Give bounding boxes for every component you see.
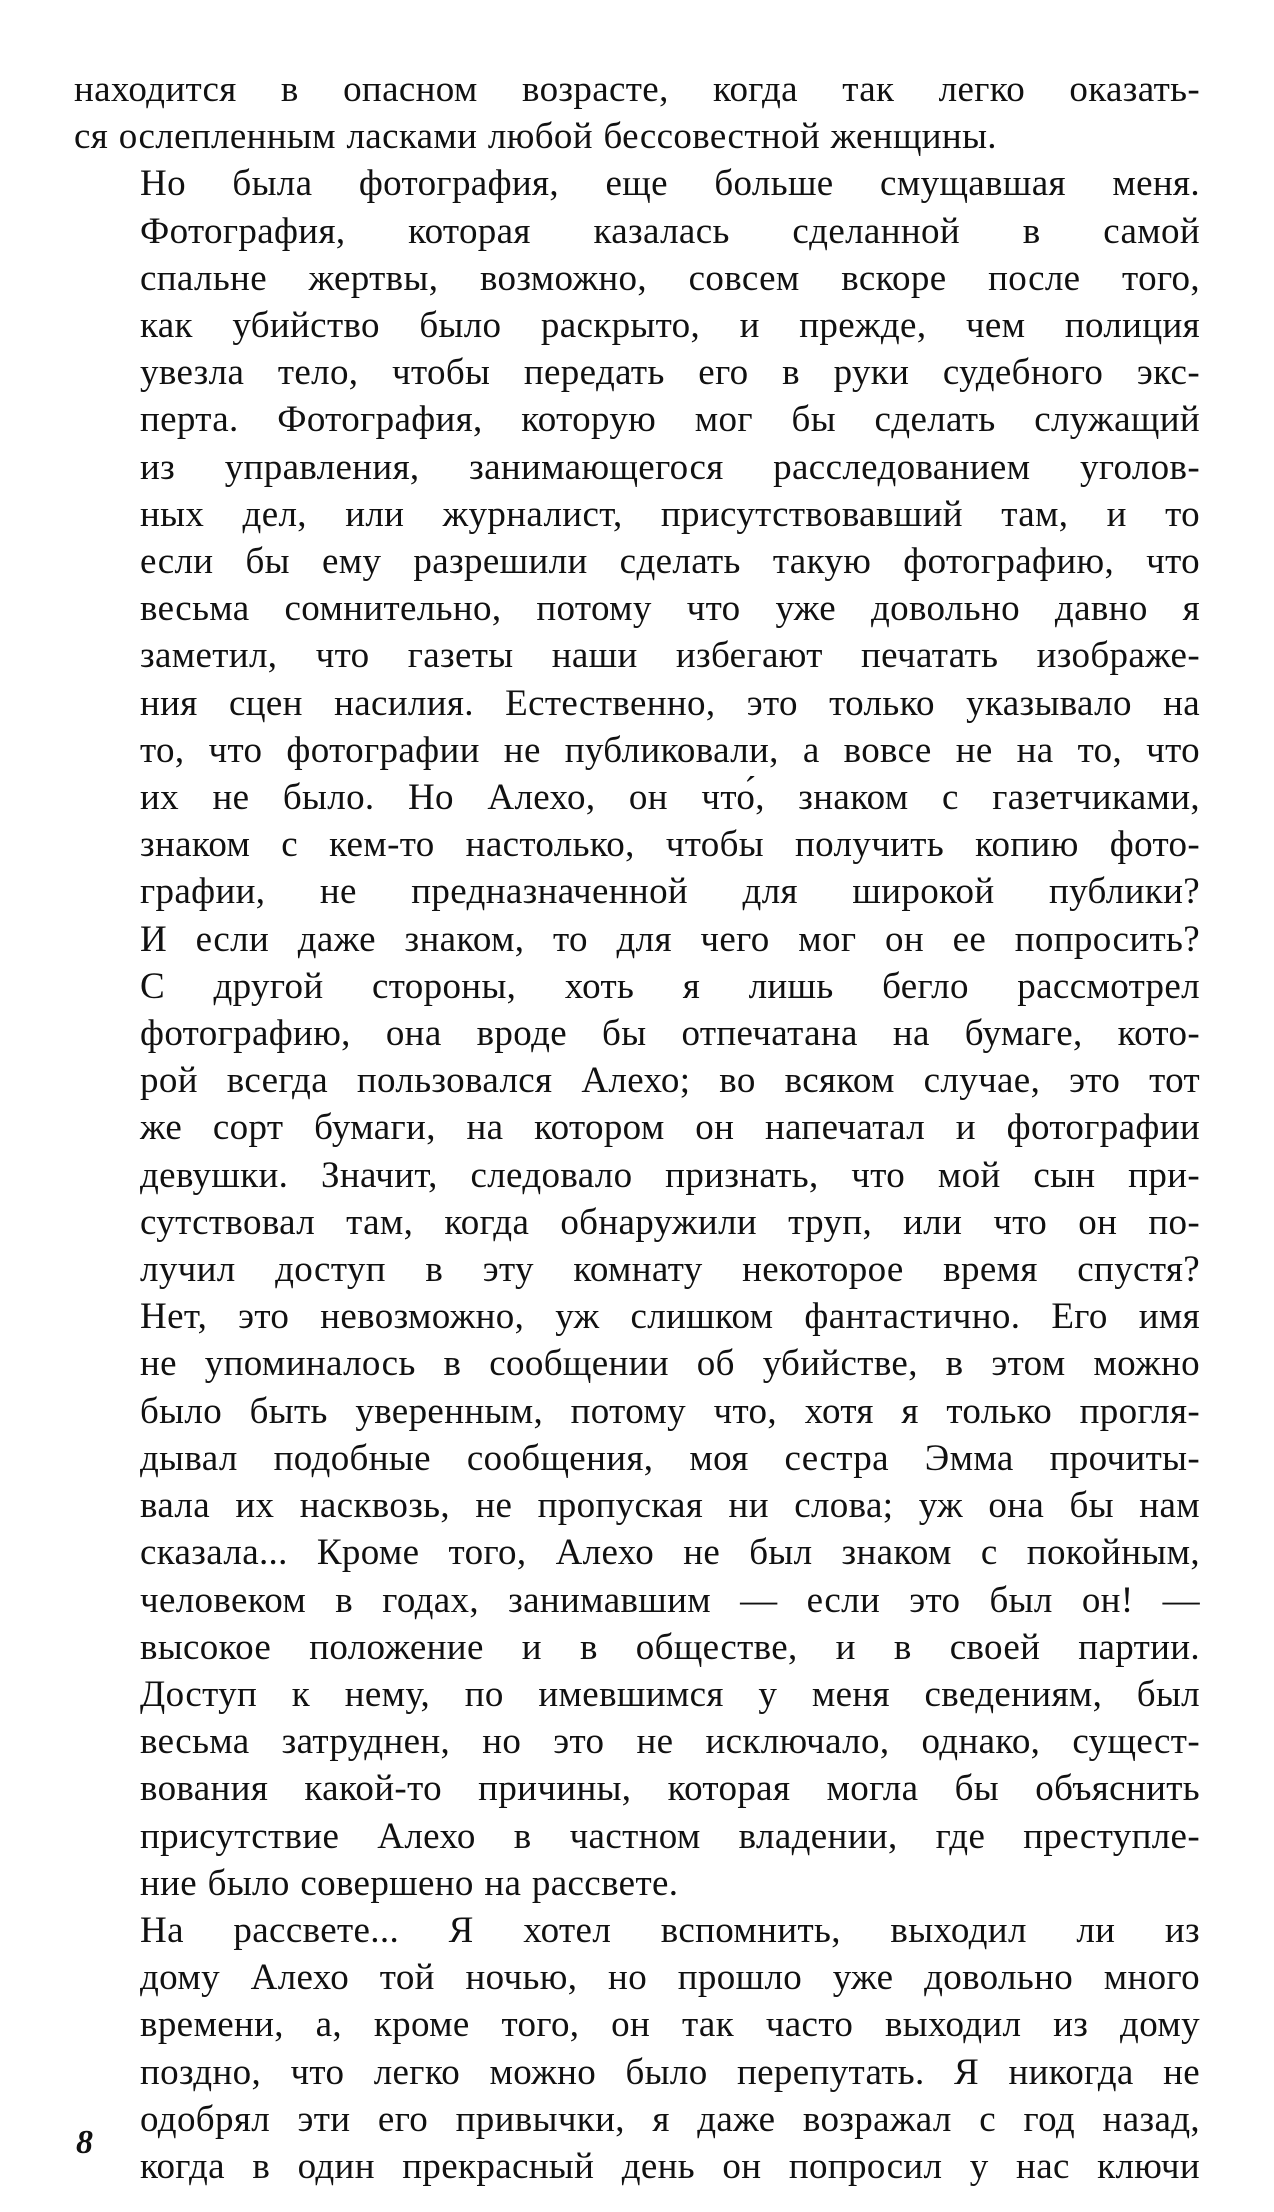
text-line: Фотография, которая казалась сделанной в самой	[140, 210, 1200, 252]
text-line: если бы ему разрешили сделать такую фотографию, что	[140, 541, 1200, 583]
text-line: было быть уверенным, потому что, хотя я только прогля-	[140, 1390, 1200, 1432]
page-text-block	[74, 66, 1200, 2190]
text-line: С другой стороны, хоть я лишь бегло рассмотрел	[140, 965, 1200, 1007]
text-line: заметил, что газеты наши избегают печатать изображе-	[140, 635, 1200, 677]
text-line: девушки. Значит, следовало признать, что мой сын при-	[140, 1154, 1200, 1196]
text-line: находится в опасном возрасте, когда так легко оказать-	[74, 69, 1200, 110]
text-line: весьма затруднен, но это не исключало, однако, сущест-	[140, 1721, 1200, 1763]
text-line: графии, не предназначенной для широкой публики?	[140, 871, 1200, 913]
text-line: увезла тело, чтобы передать его в руки судебного экс-	[140, 352, 1200, 394]
paragraph-1	[74, 66, 1200, 160]
text-line: знаком с кем-то настолько, чтобы получить копию фото-	[140, 824, 1200, 866]
text-line: человеком в годах, занимавшим — если это был он! —	[140, 1579, 1200, 1621]
text-line: одобрял эти его привычки, я даже возражал с год назад,	[140, 2098, 1200, 2140]
text-line: когда в один прекрасный день он попросил у нас ключи	[140, 2145, 1200, 2187]
text-line: сутствовал там, когда обнаружили труп, или что он по-	[140, 1201, 1200, 1243]
paragraph-2	[74, 160, 1200, 962]
text-line: ния сцен насилия. Естественно, это только указывало на	[140, 682, 1200, 724]
text-line: весьма сомнительно, потому что уже довольно давно я	[140, 588, 1200, 630]
text-line: присутствие Алехо в частном владении, где преступле-	[140, 1815, 1200, 1857]
text-line: ние было совершено на рассвете.	[140, 1862, 679, 1904]
text-line: высокое положение и в обществе, и в своей партии.	[140, 1626, 1200, 1668]
text-line: И если даже знаком, то для чего мог он ее попросить?	[140, 918, 1200, 960]
text-line: сказала... Кроме того, Алехо не был знаком с покойным,	[140, 1532, 1200, 1574]
text-line: их не было. Но Алехо, он что́, знаком с газетчиками,	[140, 777, 1200, 819]
text-line: то, что фотографии не публиковали, а вовсе не на то, что	[140, 729, 1200, 771]
page-number: 8	[76, 2124, 93, 2161]
text-line: Доступ к нему, по имевшимся у меня сведениям, был	[140, 1673, 1200, 1715]
text-line: не упоминалось в сообщении об убийстве, в этом можно	[140, 1343, 1200, 1385]
text-line: На рассвете... Я хотел вспомнить, выходил ли из	[140, 1909, 1200, 1951]
paragraph-3	[74, 963, 1200, 1907]
text-line: Нет, это невозможно, уж слишком фантастично. Его имя	[140, 1296, 1200, 1338]
text-line: перта. Фотография, которую мог бы сделать служащий	[140, 399, 1200, 441]
text-line: как убийство было раскрыто, и прежде, чем полиция	[140, 305, 1200, 347]
text-line: ся ослепленным ласками любой бессовестной женщины.	[74, 116, 997, 158]
text-line: фотографию, она вроде бы отпечатана на бумаге, кото-	[140, 1013, 1200, 1055]
paragraph-4	[74, 1907, 1200, 2190]
text-line: лучил доступ в эту комнату некоторое время спустя?	[140, 1249, 1200, 1291]
text-line: дому Алехо той ночью, но прошло уже довольно много	[140, 1957, 1200, 1999]
text-line: дывал подобные сообщения, моя сестра Эмма прочиты-	[140, 1437, 1200, 1479]
text-line: же сорт бумаги, на котором он напечатал и фотографии	[140, 1107, 1200, 1149]
text-line: вования какой-то причины, которая могла бы объяснить	[140, 1768, 1200, 1810]
text-line: вала их насквозь, не пропуская ни слова; уж она бы нам	[140, 1485, 1200, 1527]
text-line: ных дел, или журналист, присутствовавший там, и то	[140, 493, 1200, 535]
text-line: поздно, что легко можно было перепутать. Я никогда не	[140, 2051, 1200, 2093]
text-line: Но была фотография, еще больше смущавшая меня.	[140, 163, 1200, 205]
text-line: времени, а, кроме того, он так часто выходил из дому	[140, 2004, 1200, 2046]
text-line: спальне жертвы, возможно, совсем вскоре после того,	[140, 257, 1200, 299]
text-line: из управления, занимающегося расследованием уголов-	[140, 446, 1200, 488]
text-line: рой всегда пользовался Алехо; во всяком случае, это тот	[140, 1060, 1200, 1102]
